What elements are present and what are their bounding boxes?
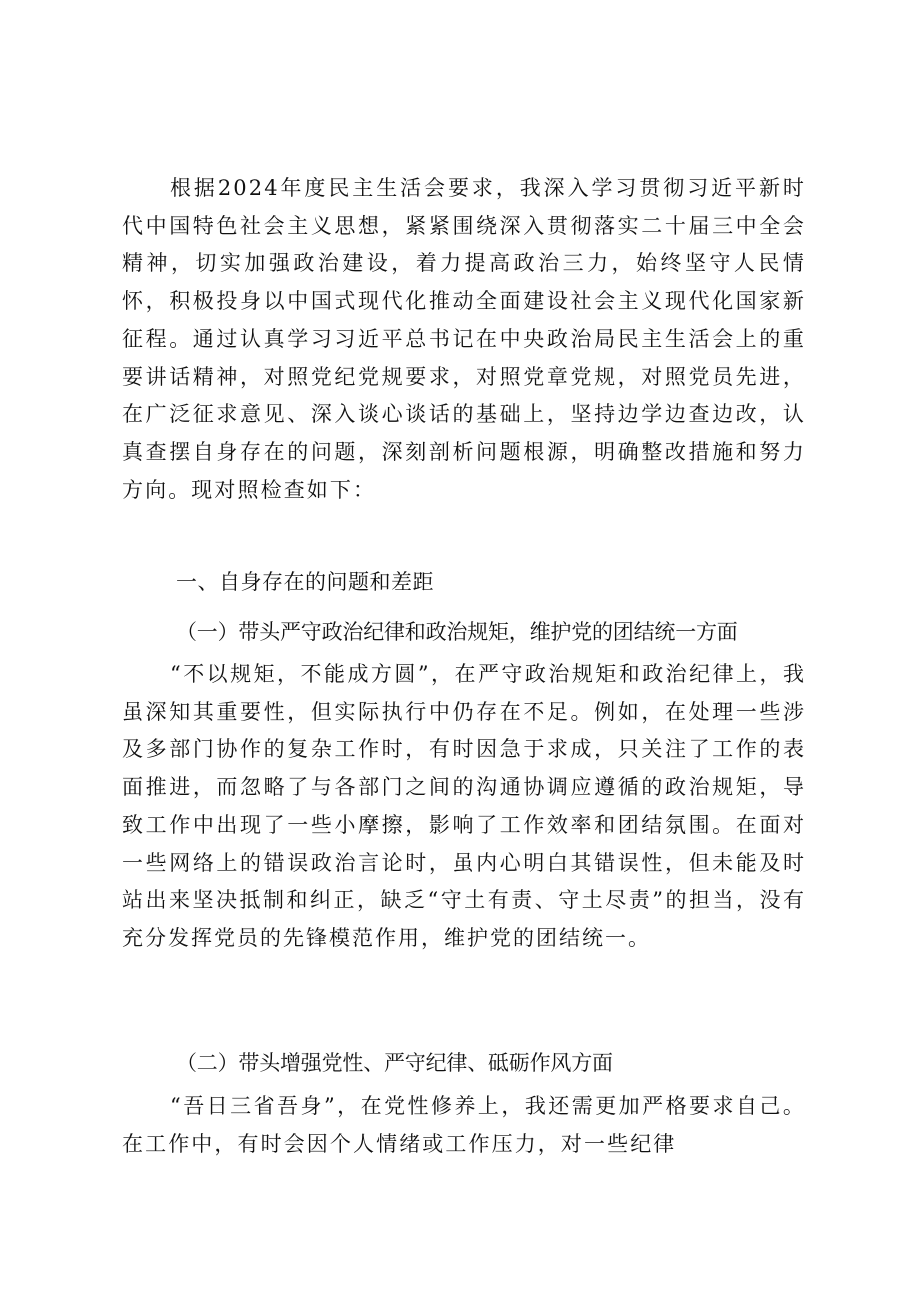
subsection-heading-political-discipline: （一）带头严守政治纪律和政治规矩，维护党的团结统一方面 (176, 620, 738, 644)
section-heading-problems: 一、自身存在的问题和差距 (176, 570, 434, 594)
subsection-heading-party-spirit: （二）带头增强党性、严守纪律、砥砺作风方面 (176, 1051, 613, 1075)
subsection-body-political-discipline: “不以规矩，不能成方圆”，在严守政治规矩和政治纪律上，我虽深知其重要性，但实际执行中仍存在不足。例如，在处理一些涉及多部门协作的复杂工作时，有时因急于求成，只关注了工作的表面推进，而忽略了与各部门之间的沟通协调应遵循的政治规矩，导致工作中出现了一些小摩擦，影响了工作效率和团结氛围。在面对一些网络上的错误政治言论时，虽内心明白其错误性，但未能及时站出来坚决抵制和纠正，缺乏“守土有责、守土尽责”的担当，没有充分发挥党员的先锋模范作用，维护党的团结统一。 (122, 662, 806, 950)
intro-paragraph: 根据2024年度民主生活会要求，我深入学习贯彻习近平新时代中国特色社会主义思想，紧紧围绕深入贯彻落实二十届三中全会精神，切实加强政治建设，着力提高政治三力，始终坚守人民情怀，积极投身以中国式现代化推动全面建设社会主义现代化国家新征程。通过认真学习习近平总书记在中央政治局民主生活会上的重要讲话精神，对照党纪党规要求，对照党章党规，对照党员先进，在广泛征求意见、深入谈心谈话的基础上，坚持边学边查边改，认真查摆自身存在的问题，深刻剖析问题根源，明确整改措施和努力方向。现对照检查如下： (122, 176, 806, 502)
subsection-body-party-spirit: “吾日三省吾身”，在党性修养上，我还需更加严格要求自己。在工作中，有时会因个人情绪或工作压力，对一些纪律 (122, 1094, 806, 1156)
